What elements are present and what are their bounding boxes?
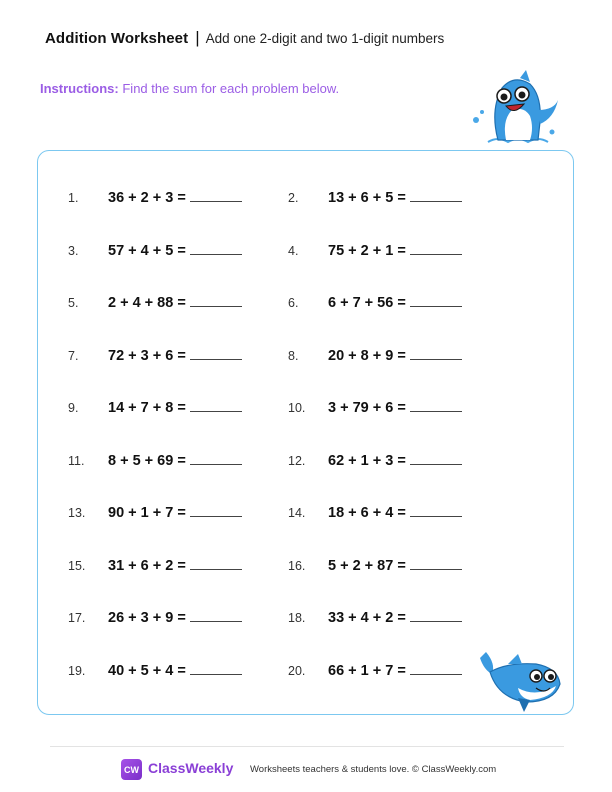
answer-blank[interactable] [190, 242, 242, 255]
problem-item [68, 452, 242, 469]
footer-divider [50, 746, 564, 747]
problem-number: 18. [288, 611, 306, 625]
problems-box [37, 150, 574, 715]
problem-expression: 6 + 7 + 56 = [328, 295, 406, 311]
problem-item [288, 242, 462, 259]
problem-number: 3. [68, 243, 79, 258]
problem-number: 2. [288, 191, 299, 205]
problem-expression: 72 + 3 + 6 = [108, 347, 186, 364]
answer-blank[interactable] [190, 399, 242, 412]
brand-name: ClassWeekly [148, 760, 234, 776]
problem-expression: 26 + 3 + 9 = [108, 610, 186, 626]
worksheet-header [45, 28, 444, 48]
splashing-shark-icon [468, 70, 560, 150]
answer-blank[interactable] [410, 242, 462, 255]
answer-blank[interactable] [190, 452, 242, 465]
answer-blank[interactable] [410, 609, 462, 622]
problem-number: 9. [68, 401, 79, 415]
answer-blank[interactable] [190, 557, 242, 570]
problem-number: 14. [288, 506, 306, 520]
problem-item [288, 452, 462, 469]
answer-blank[interactable] [410, 399, 462, 412]
answer-blank[interactable] [190, 504, 242, 517]
answer-blank[interactable] [410, 347, 462, 360]
problem-item [68, 242, 242, 259]
instructions-text: Find the sum for each problem below. [122, 81, 340, 96]
problem-number: 4. [288, 243, 299, 258]
answer-blank[interactable] [190, 294, 242, 307]
answer-blank[interactable] [410, 452, 462, 465]
problem-number: 7. [68, 348, 79, 363]
problem-expression: 5 + 2 + 87 = [328, 557, 406, 574]
answer-blank[interactable] [190, 609, 242, 622]
problem-number: 5. [68, 296, 79, 310]
problem-number: 11. [68, 453, 85, 468]
problem-item [68, 189, 242, 206]
worksheet-title: Addition Worksheet [45, 30, 189, 47]
problem-item [68, 399, 242, 416]
problem-number: 17. [68, 611, 86, 625]
problem-number: 13. [68, 506, 86, 520]
answer-blank[interactable] [190, 347, 242, 360]
problem-expression: 3 + 79 + 6 = [328, 400, 406, 416]
problem-expression: 13 + 6 + 5 = [328, 190, 406, 206]
problem-item [288, 189, 462, 206]
problem-item [288, 347, 462, 364]
problem-item [288, 504, 462, 521]
problem-item [68, 609, 242, 626]
problem-item [288, 294, 462, 311]
title-separator: | [195, 28, 200, 47]
problem-number: 8. [288, 348, 299, 363]
problem-expression: 90 + 1 + 7 = [108, 505, 186, 521]
answer-blank[interactable] [410, 189, 462, 202]
problem-number: 15. [68, 558, 86, 573]
problem-number: 6. [288, 296, 299, 310]
problem-expression: 66 + 1 + 7 = [328, 662, 406, 679]
answer-blank[interactable] [410, 662, 462, 675]
problem-number: 16. [288, 558, 306, 573]
worksheet-subtitle: Add one 2-digit and two 1-digit numbers [205, 31, 445, 46]
problem-number: 19. [68, 663, 86, 678]
problem-number: 10. [288, 401, 306, 415]
problem-expression: 62 + 1 + 3 = [328, 452, 406, 469]
problem-expression: 14 + 7 + 8 = [108, 400, 186, 416]
problem-expression: 33 + 4 + 2 = [328, 610, 406, 626]
problem-expression: 75 + 2 + 1 = [328, 242, 406, 259]
problem-item [288, 609, 462, 626]
problem-item [68, 294, 242, 311]
answer-blank[interactable] [190, 189, 242, 202]
problem-number: 20. [288, 663, 306, 678]
problem-expression: 40 + 5 + 4 = [108, 662, 186, 679]
problem-item [288, 399, 462, 416]
answer-blank[interactable] [190, 662, 242, 675]
problem-item [68, 557, 242, 574]
problem-expression: 57 + 4 + 5 = [108, 242, 186, 259]
problem-item [68, 347, 242, 364]
problem-item [68, 504, 242, 521]
instructions-label: Instructions: [40, 81, 119, 96]
problem-item [68, 662, 242, 679]
instructions [40, 81, 339, 96]
answer-blank[interactable] [410, 504, 462, 517]
problem-expression: 20 + 8 + 9 = [328, 347, 406, 364]
footer-tagline: Worksheets teachers & students love. © ClassWeekly.com [250, 764, 497, 775]
problem-expression: 8 + 5 + 69 = [108, 452, 186, 469]
problem-expression: 18 + 6 + 4 = [328, 505, 406, 521]
problem-expression: 31 + 6 + 2 = [108, 557, 186, 574]
problem-number: 12. [288, 453, 306, 468]
answer-blank[interactable] [410, 557, 462, 570]
problem-expression: 36 + 2 + 3 = [108, 190, 186, 206]
classweekly-logo: CW [121, 759, 142, 780]
problem-number: 1. [68, 191, 79, 205]
swimming-shark-icon [478, 648, 566, 714]
problem-item [288, 557, 462, 574]
answer-blank[interactable] [410, 294, 462, 307]
problem-item [288, 662, 462, 679]
problem-expression: 2 + 4 + 88 = [108, 295, 186, 311]
